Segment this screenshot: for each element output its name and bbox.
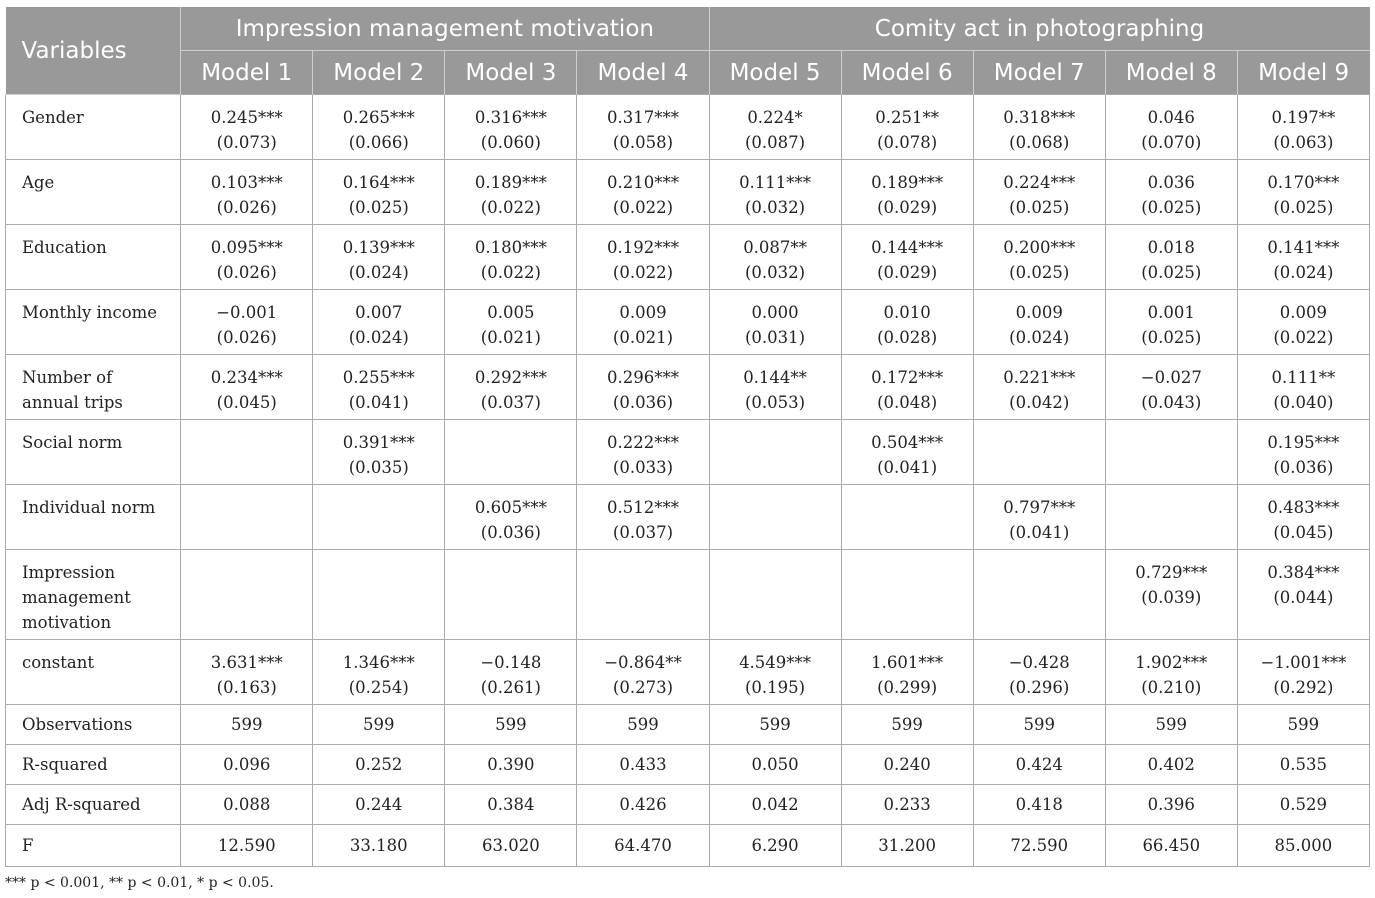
- table-row: [6, 290, 1370, 355]
- coefficient: 0.234***: [210, 368, 283, 387]
- coefficient: 0.200***: [1003, 238, 1076, 257]
- table-cell: [577, 160, 709, 225]
- table-cell: [841, 640, 973, 705]
- coefficient: 0.605***: [474, 498, 547, 517]
- table-cell: [445, 485, 577, 550]
- table-cell: [709, 640, 841, 705]
- table-cell: [1237, 290, 1369, 355]
- coefficient: 3.631***: [210, 653, 283, 672]
- table-cell: [841, 485, 973, 550]
- stat-value: 0.252: [313, 745, 445, 785]
- standard-error: (0.058): [612, 133, 674, 152]
- stat-value: 6.290: [709, 825, 841, 867]
- row-label-line: motivation: [22, 613, 112, 632]
- coefficient: 0.318***: [1003, 108, 1076, 127]
- coefficient: 0.036: [1147, 173, 1195, 192]
- coefficient: 4.549***: [739, 653, 812, 672]
- table-cell: [313, 225, 445, 290]
- coefficient: −0.001: [216, 303, 278, 322]
- table-cell: [709, 290, 841, 355]
- stat-value: 12.590: [181, 825, 313, 867]
- stat-value: 0.244: [313, 785, 445, 825]
- coefficient: 0.010: [883, 303, 931, 322]
- table-cell: [181, 95, 313, 160]
- stat-value: 0.529: [1237, 785, 1369, 825]
- group-header-comity: Comity act in photographing: [709, 7, 1369, 51]
- coefficient: 0.729***: [1135, 563, 1208, 582]
- standard-error: (0.060): [480, 133, 541, 152]
- model-header-9: Model 9: [1237, 51, 1369, 95]
- coefficient: 0.095***: [210, 238, 283, 257]
- coefficient: 0.265***: [342, 108, 415, 127]
- stat-value: 72.590: [973, 825, 1105, 867]
- standard-error: (0.254): [348, 678, 409, 697]
- standard-error: (0.022): [612, 263, 674, 282]
- standard-error: (0.041): [348, 393, 409, 412]
- standard-error: (0.044): [1273, 588, 1334, 607]
- stat-value: 64.470: [577, 825, 709, 867]
- standard-error: (0.037): [480, 393, 541, 412]
- stat-value: 85.000: [1237, 825, 1369, 867]
- row-label: [6, 420, 181, 485]
- standard-error: (0.078): [877, 133, 938, 152]
- standard-error: (0.032): [745, 263, 806, 282]
- coefficient: 0.316***: [474, 108, 547, 127]
- coefficient: 0.245***: [210, 108, 283, 127]
- table-cell: [1237, 95, 1369, 160]
- table-cell: [313, 355, 445, 420]
- coefficient: 0.009: [1015, 303, 1063, 322]
- standard-error: (0.195): [745, 678, 806, 697]
- coefficient: 0.170***: [1267, 173, 1340, 192]
- table-cell: [1237, 355, 1369, 420]
- table-cell: [181, 640, 313, 705]
- standard-error: (0.021): [612, 328, 674, 347]
- coefficient: 0.224***: [1003, 173, 1076, 192]
- coefficient: 0.317***: [606, 108, 679, 127]
- table-cell: [973, 160, 1105, 225]
- standard-error: (0.043): [1141, 393, 1202, 412]
- table-cell: [1237, 550, 1369, 640]
- coefficient: 0.141***: [1267, 238, 1340, 257]
- table-cell: [577, 420, 709, 485]
- standard-error: (0.025): [1141, 198, 1202, 217]
- coefficient: 0.296***: [606, 368, 679, 387]
- standard-error: (0.163): [216, 678, 277, 697]
- table-cell: [1105, 95, 1237, 160]
- table-cell: [181, 550, 313, 640]
- coefficient: 0.164***: [342, 173, 415, 192]
- table-cell: [1237, 420, 1369, 485]
- row-label-line: Individual norm: [22, 498, 156, 517]
- table-cell: [1105, 485, 1237, 550]
- variables-header: Variables: [6, 7, 181, 95]
- coefficient: 0.018: [1147, 238, 1195, 257]
- row-label-line: Monthly income: [22, 303, 158, 322]
- stat-value: 599: [1105, 705, 1237, 745]
- row-label: [6, 95, 181, 160]
- standard-error: (0.041): [877, 458, 938, 477]
- table-cell: [841, 95, 973, 160]
- stat-value: 66.450: [1105, 825, 1237, 867]
- coefficient: 0.139***: [342, 238, 415, 257]
- standard-error: (0.045): [216, 393, 277, 412]
- coefficient: −0.864**: [604, 653, 682, 672]
- row-label-line: Age: [22, 173, 55, 192]
- row-label: [6, 160, 181, 225]
- table-cell: [709, 355, 841, 420]
- model-header-2: Model 2: [313, 51, 445, 95]
- stat-value: 0.426: [577, 785, 709, 825]
- table-cell: [841, 420, 973, 485]
- row-label: [6, 485, 181, 550]
- row-label-line: Gender: [22, 108, 84, 127]
- coefficient: 0.384***: [1267, 563, 1340, 582]
- coefficient: 0.046: [1147, 108, 1195, 127]
- row-label: [6, 225, 181, 290]
- table-cell: [181, 420, 313, 485]
- row-label: [6, 550, 181, 640]
- table-cell: [973, 355, 1105, 420]
- table-row: [6, 420, 1370, 485]
- row-label-line: management: [22, 588, 131, 607]
- stat-value: 31.200: [841, 825, 973, 867]
- coefficient: 0.189***: [474, 173, 547, 192]
- stat-label: F: [6, 825, 181, 867]
- standard-error: (0.053): [745, 393, 806, 412]
- standard-error: (0.087): [745, 133, 806, 152]
- model-header-6: Model 6: [841, 51, 973, 95]
- standard-error: (0.022): [1273, 328, 1334, 347]
- model-header-4: Model 4: [577, 51, 709, 95]
- table-cell: [181, 160, 313, 225]
- model-header-1: Model 1: [181, 51, 313, 95]
- model-header-5: Model 5: [709, 51, 841, 95]
- table-cell: [577, 95, 709, 160]
- stat-value: 0.088: [181, 785, 313, 825]
- coefficient: −0.027: [1140, 368, 1202, 387]
- standard-error: (0.021): [480, 328, 541, 347]
- table-cell: [709, 95, 841, 160]
- table-cell: [973, 550, 1105, 640]
- stat-value: 0.433: [577, 745, 709, 785]
- standard-error: (0.040): [1273, 393, 1334, 412]
- standard-error: (0.024): [348, 328, 409, 347]
- coefficient: −1.001***: [1260, 653, 1347, 672]
- table-cell: [841, 355, 973, 420]
- stat-value: 0.390: [445, 745, 577, 785]
- table-cell: [181, 355, 313, 420]
- stat-value: 33.180: [313, 825, 445, 867]
- stat-row: [6, 745, 1370, 785]
- stat-row: [6, 705, 1370, 745]
- table-cell: [709, 420, 841, 485]
- standard-error: (0.045): [1273, 523, 1334, 542]
- table-cell: [445, 290, 577, 355]
- table-cell: [181, 290, 313, 355]
- standard-error: (0.026): [216, 198, 277, 217]
- stat-value: 0.384: [445, 785, 577, 825]
- coefficient: 0.192***: [606, 238, 679, 257]
- table-cell: [445, 640, 577, 705]
- standard-error: (0.028): [877, 328, 938, 347]
- table-cell: [445, 355, 577, 420]
- stat-value: 0.042: [709, 785, 841, 825]
- group-header-impression: Impression management motivation: [181, 7, 709, 51]
- table-row: [6, 225, 1370, 290]
- row-label: [6, 640, 181, 705]
- table-cell: [577, 290, 709, 355]
- row-label-line: Impression: [22, 563, 116, 582]
- standard-error: (0.210): [1141, 678, 1202, 697]
- coefficient: 0.007: [355, 303, 403, 322]
- coefficient: 0.111**: [1271, 368, 1336, 387]
- stat-value: 599: [709, 705, 841, 745]
- table-cell: [445, 420, 577, 485]
- standard-error: (0.036): [480, 523, 541, 542]
- standard-error: (0.292): [1273, 678, 1334, 697]
- coefficient: 0.224*: [747, 108, 803, 127]
- standard-error: (0.063): [1273, 133, 1334, 152]
- standard-error: (0.299): [877, 678, 938, 697]
- coefficient: 0.210***: [606, 173, 679, 192]
- table-cell: [709, 550, 841, 640]
- table-row: [6, 550, 1370, 640]
- standard-error: (0.036): [612, 393, 674, 412]
- table-row: [6, 160, 1370, 225]
- row-label-line: annual trips: [22, 393, 123, 412]
- standard-error: (0.024): [348, 263, 409, 282]
- table-cell: [313, 485, 445, 550]
- stat-value: 599: [577, 705, 709, 745]
- model-header-8: Model 8: [1105, 51, 1237, 95]
- table-cell: [973, 485, 1105, 550]
- standard-error: (0.032): [745, 198, 806, 217]
- coefficient: 0.483***: [1267, 498, 1340, 517]
- table-cell: [973, 225, 1105, 290]
- stat-value: 599: [841, 705, 973, 745]
- table-cell: [1105, 225, 1237, 290]
- table-cell: [1105, 355, 1237, 420]
- table-cell: [973, 640, 1105, 705]
- table-cell: [1105, 160, 1237, 225]
- stat-value: 0.233: [841, 785, 973, 825]
- coefficient: 0.005: [487, 303, 535, 322]
- standard-error: (0.029): [877, 263, 938, 282]
- standard-error: (0.036): [1273, 458, 1334, 477]
- table-cell: [577, 550, 709, 640]
- coefficient: 1.902***: [1135, 653, 1208, 672]
- stat-label: Observations: [6, 705, 181, 745]
- table-row: [6, 485, 1370, 550]
- coefficient: 0.195***: [1267, 433, 1340, 452]
- standard-error: (0.037): [612, 523, 674, 542]
- row-label-line: Social norm: [22, 433, 123, 452]
- coefficient: 0.172***: [871, 368, 944, 387]
- table-cell: [1237, 160, 1369, 225]
- standard-error: (0.033): [612, 458, 674, 477]
- table-cell: [1237, 225, 1369, 290]
- stat-value: 63.020: [445, 825, 577, 867]
- stat-value: 0.418: [973, 785, 1105, 825]
- table-cell: [445, 550, 577, 640]
- table-cell: [445, 95, 577, 160]
- standard-error: (0.042): [1009, 393, 1070, 412]
- coefficient: 0.251**: [875, 108, 940, 127]
- standard-error: (0.022): [612, 198, 674, 217]
- standard-error: (0.031): [745, 328, 806, 347]
- table-cell: [1237, 485, 1369, 550]
- coefficient: 0.144**: [743, 368, 807, 387]
- table-cell: [841, 225, 973, 290]
- stat-value: 599: [445, 705, 577, 745]
- standard-error: (0.029): [877, 198, 938, 217]
- standard-error: (0.025): [1141, 263, 1202, 282]
- standard-error: (0.025): [1273, 198, 1334, 217]
- table-cell: [577, 640, 709, 705]
- stat-value: 0.535: [1237, 745, 1369, 785]
- coefficient: 0.197**: [1271, 108, 1336, 127]
- standard-error: (0.026): [216, 328, 277, 347]
- coefficient: 0.001: [1147, 303, 1195, 322]
- table-body: [6, 95, 1370, 867]
- coefficient: −0.428: [1008, 653, 1070, 672]
- stat-value: 599: [973, 705, 1105, 745]
- table-cell: [709, 225, 841, 290]
- standard-error: (0.066): [348, 133, 409, 152]
- table-cell: [973, 290, 1105, 355]
- table-cell: [313, 160, 445, 225]
- coefficient: 0.103***: [210, 173, 283, 192]
- stat-value: 599: [1237, 705, 1369, 745]
- table-cell: [1237, 640, 1369, 705]
- standard-error: (0.073): [216, 133, 277, 152]
- standard-error: (0.025): [348, 198, 409, 217]
- table-cell: [841, 160, 973, 225]
- table-cell: [313, 290, 445, 355]
- standard-error: (0.022): [480, 198, 541, 217]
- table-cell: [181, 485, 313, 550]
- stat-value: 599: [313, 705, 445, 745]
- coefficient: 0.087**: [743, 238, 807, 257]
- stat-value: 0.424: [973, 745, 1105, 785]
- table-cell: [1105, 640, 1237, 705]
- coefficient: 0.111***: [739, 173, 812, 192]
- table-cell: [841, 290, 973, 355]
- table-cell: [445, 160, 577, 225]
- model-header-3: Model 3: [445, 51, 577, 95]
- standard-error: (0.068): [1009, 133, 1070, 152]
- model-header-7: Model 7: [973, 51, 1105, 95]
- table-cell: [577, 485, 709, 550]
- row-label: [6, 290, 181, 355]
- coefficient: 0.255***: [342, 368, 415, 387]
- coefficient: 1.601***: [871, 653, 944, 672]
- stat-label: R-squared: [6, 745, 181, 785]
- table-cell: [313, 95, 445, 160]
- regression-table: [5, 7, 1370, 867]
- table-row: [6, 95, 1370, 160]
- table-cell: [1105, 420, 1237, 485]
- standard-error: (0.261): [480, 678, 541, 697]
- coefficient: 0.292***: [474, 368, 547, 387]
- stat-value: 0.402: [1105, 745, 1237, 785]
- stat-value: 0.240: [841, 745, 973, 785]
- table-cell: [313, 420, 445, 485]
- stat-value: 0.396: [1105, 785, 1237, 825]
- standard-error: (0.070): [1141, 133, 1202, 152]
- table-cell: [1105, 290, 1237, 355]
- row-label-line: Education: [22, 238, 107, 257]
- stat-value: 0.096: [181, 745, 313, 785]
- coefficient: 0.222***: [606, 433, 679, 452]
- standard-error: (0.022): [480, 263, 541, 282]
- row-label: [6, 355, 181, 420]
- table-cell: [445, 225, 577, 290]
- coefficient: 0.009: [1279, 303, 1328, 322]
- table-cell: [577, 225, 709, 290]
- significance-footnote: *** p < 0.001, ** p < 0.01, * p < 0.05.: [5, 875, 274, 891]
- standard-error: (0.048): [877, 393, 938, 412]
- standard-error: (0.039): [1141, 588, 1202, 607]
- standard-error: (0.273): [612, 678, 674, 697]
- standard-error: (0.025): [1141, 328, 1202, 347]
- table-cell: [709, 485, 841, 550]
- standard-error: (0.024): [1009, 328, 1070, 347]
- table-header: [6, 7, 1370, 95]
- coefficient: 0.000: [751, 303, 799, 322]
- standard-error: (0.025): [1009, 198, 1070, 217]
- stat-label: Adj R-squared: [6, 785, 181, 825]
- stat-value: 599: [181, 705, 313, 745]
- coefficient: 0.221***: [1003, 368, 1076, 387]
- table-cell: [313, 640, 445, 705]
- table-cell: [1105, 550, 1237, 640]
- coefficient: 0.189***: [871, 173, 944, 192]
- row-label-line: constant: [22, 653, 94, 672]
- standard-error: (0.035): [348, 458, 409, 477]
- table-cell: [841, 550, 973, 640]
- coefficient: 0.797***: [1003, 498, 1076, 517]
- stat-row: [6, 825, 1370, 867]
- coefficient: 1.346***: [342, 653, 415, 672]
- table-cell: [577, 355, 709, 420]
- coefficient: 0.512***: [606, 498, 679, 517]
- stat-value: 0.050: [709, 745, 841, 785]
- coefficient: 0.009: [619, 303, 667, 322]
- coefficient: 0.144***: [871, 238, 944, 257]
- table-row: [6, 640, 1370, 705]
- standard-error: (0.041): [1009, 523, 1070, 542]
- table-cell: [973, 95, 1105, 160]
- stat-row: [6, 785, 1370, 825]
- standard-error: (0.296): [1009, 678, 1070, 697]
- coefficient: 0.504***: [871, 433, 944, 452]
- table-cell: [973, 420, 1105, 485]
- table-cell: [709, 160, 841, 225]
- table-row: [6, 355, 1370, 420]
- row-label-line: Number of: [22, 368, 113, 387]
- standard-error: (0.026): [216, 263, 277, 282]
- table-cell: [181, 225, 313, 290]
- coefficient: 0.391***: [342, 433, 415, 452]
- coefficient: 0.180***: [474, 238, 547, 257]
- coefficient: −0.148: [480, 653, 542, 672]
- standard-error: (0.025): [1009, 263, 1070, 282]
- table-cell: [313, 550, 445, 640]
- standard-error: (0.024): [1273, 263, 1334, 282]
